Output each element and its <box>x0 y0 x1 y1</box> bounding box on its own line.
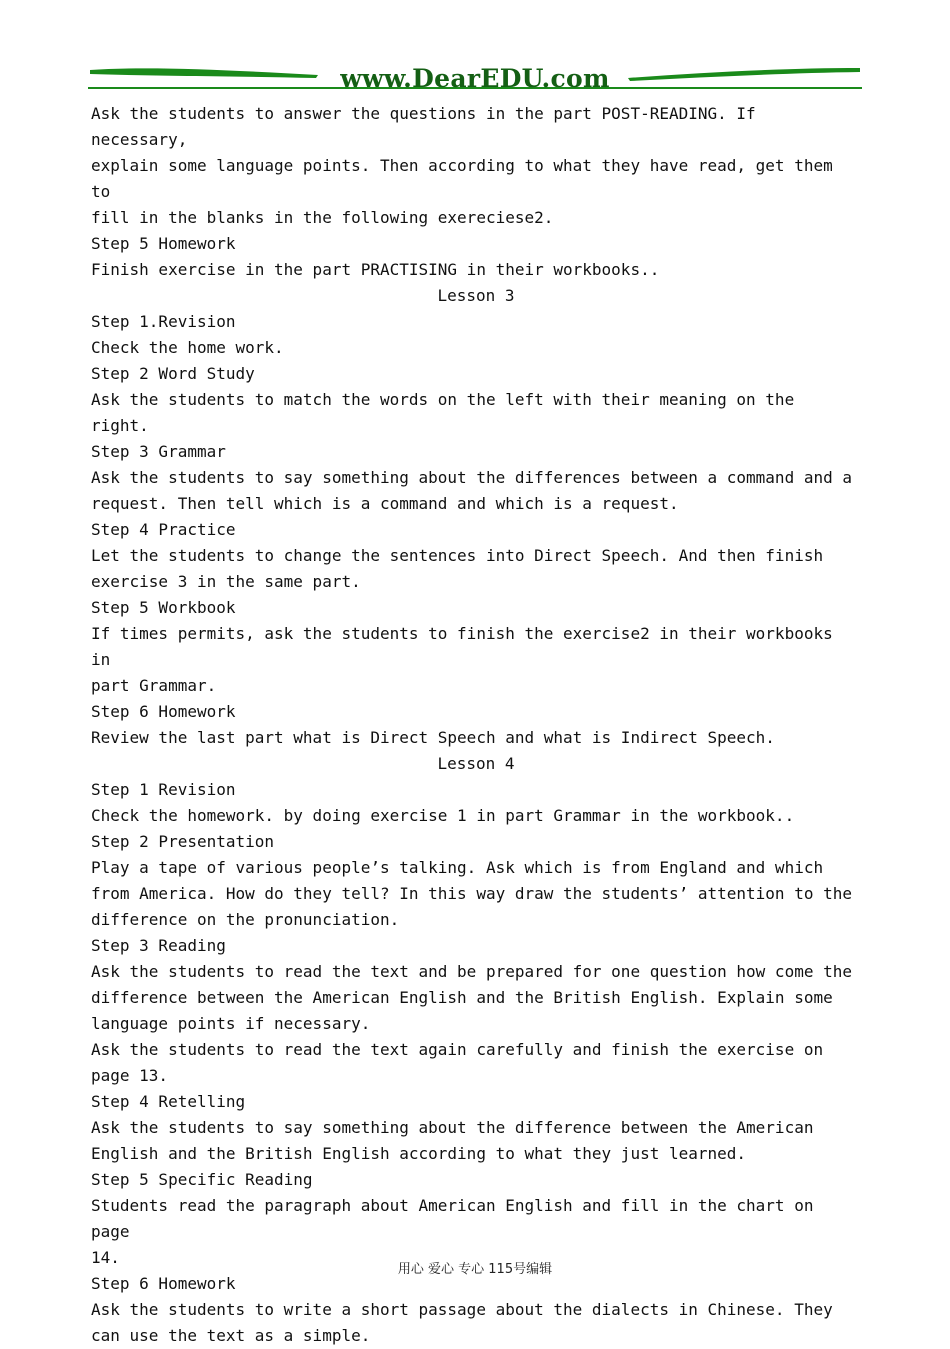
text-line: Review the last part what is Direct Speech and what is Indirect Speech. <box>91 728 775 747</box>
site-logo: www.DearEDU.com <box>340 64 610 93</box>
text-line: language points if necessary. <box>91 1014 371 1033</box>
text-line: If times permits, ask the students to finish the exercise2 in their workbooks in <box>91 624 843 669</box>
text-line: Step 1 Revision <box>91 780 236 799</box>
text-line: request. Then tell which is a command and which is a request. <box>91 494 679 513</box>
text-line: Step 5 Specific Reading <box>91 1170 313 1189</box>
text-line: English and the British English according to what they just learned. <box>91 1144 747 1163</box>
text-line: Step 5 Workbook <box>91 598 236 617</box>
text-line: Step 4 Practice <box>91 520 236 539</box>
text-line: part Grammar. <box>91 676 217 695</box>
text-line: Play a tape of various people’s talking. Ask which is from England and which <box>91 858 824 877</box>
text-line: explain some language points. Then according to what they have read, get them to <box>91 156 843 201</box>
lesson-heading: Lesson 4 <box>437 754 515 773</box>
text-line: from America. How do they tell? In this way draw the students’ attention to the <box>91 884 852 903</box>
lesson-heading: Lesson 3 <box>437 286 515 305</box>
text-line: Step 5 Homework <box>91 234 236 253</box>
text-line: exercise 3 in the same part. <box>91 572 361 591</box>
text-line: fill in the blanks in the following exereciese2. <box>91 208 554 227</box>
text-line: Check the home work. <box>91 338 284 357</box>
text-line: Step 3 Reading <box>91 936 226 955</box>
text-line: Finish exercise in the part PRACTISING in their workbooks.. <box>91 260 660 279</box>
text-line: Let the students to change the sentences into Direct Speech. And then finish <box>91 546 824 565</box>
text-line: difference on the pronunciation. <box>91 910 400 929</box>
text-line: Ask the students to write a short passage about the dialects in Chinese. They <box>91 1300 833 1319</box>
text-line: Ask the students to read the text again carefully and finish the exercise on <box>91 1040 824 1059</box>
page-footer: 用心 爱心 专心 115号编辑 <box>397 1262 553 1277</box>
text-line: Ask the students to say something about the difference between the American <box>91 1118 814 1137</box>
text-line: Step 1.Revision <box>91 312 236 331</box>
text-line: Ask the students to read the text and be prepared for one question how come the <box>91 962 852 981</box>
text-line: Ask the students to match the words on the left with their meaning on the right. <box>91 390 804 435</box>
text-line: Step 6 Homework <box>91 702 236 721</box>
text-line: Ask the students to say something about the differences between a command and a <box>91 468 852 487</box>
text-line: page 13. <box>91 1066 169 1085</box>
text-line: Step 2 Word Study <box>91 364 255 383</box>
page-header <box>88 64 862 96</box>
text-line: Step 3 Grammar <box>91 442 226 461</box>
text-line: Ask the students to answer the questions in the part POST-READING. If necessary, <box>91 104 766 149</box>
text-line: 14. <box>91 1248 120 1267</box>
text-line: can use the text as a simple. <box>91 1326 371 1345</box>
text-line: Step 4 Retelling <box>91 1092 246 1111</box>
text-line: difference between the American English and the British English. Explain some <box>91 988 833 1007</box>
text-line: Step 6 Homework <box>91 1274 236 1293</box>
text-line: Students read the paragraph about American English and fill in the chart on page <box>91 1196 824 1241</box>
document-body <box>91 101 861 1349</box>
text-line: Check the homework. by doing exercise 1 in part Grammar in the workbook.. <box>91 806 795 825</box>
text-line: Step 2 Presentation <box>91 832 275 851</box>
